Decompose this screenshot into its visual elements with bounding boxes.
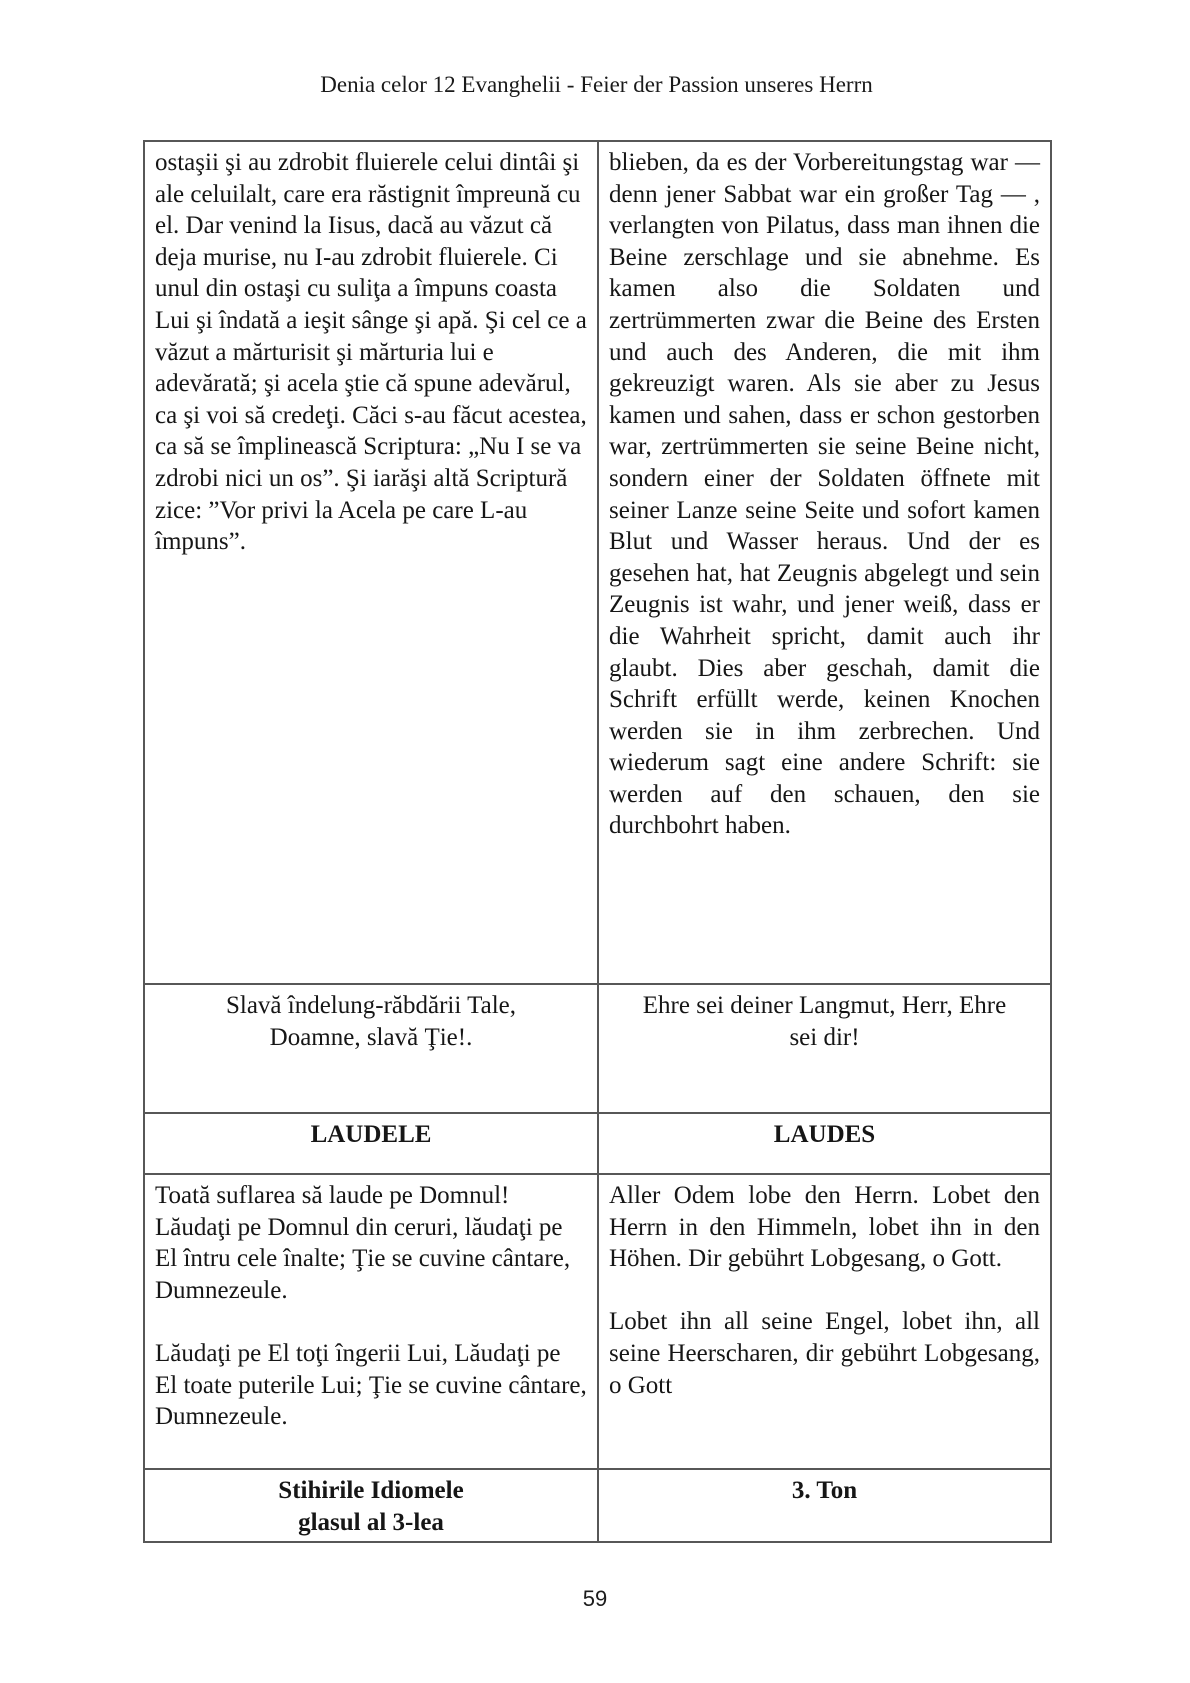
lauds-romanian-paragraph-1: Toată suflarea să laude pe Domnul! Lăudaţi pe Domnul din ceruri, lăudaţi pe El întru cele înalte; Ţie se cuvine cântare, Dumnezeule. <box>155 1182 571 1304</box>
stihiri-romanian-line-1: Stihirile Idiomele <box>278 1477 464 1504</box>
table-row-gospel <box>144 141 1051 984</box>
doxology-romanian-line-1: Slavă îndelung-răbdării Tale, <box>225 992 517 1019</box>
doxology-german-line-1: Ehre sei deiner Langmut, Herr, Ehre <box>642 992 1007 1019</box>
gospel-text-romanian: ostaşii şi au zdrobit fluierele celui dintâi şi ale celuilalt, care era răstignit împreună cu el. Dar venind la Iisus, dacă au văzut că deja murise, nu I-au zdrobit fluierele. Ci unul din ostaşi cu suliţa a împuns coasta Lui şi îndată a ieşit sânge şi apă. Şi cel ce a văzut a mărturisit şi mărturia lui e adevărată; şi acela ştie că spune adevărul, ca şi voi să credeţi. Căci s-au făcut acestea, ca să se împlinească Scriptura: „Nu I se va zdrobi nici un os”. Şi iarăşi altă Scriptură zice: ”Vor privi la Acela pe care L-au împuns”. <box>144 141 598 984</box>
stihiri-heading-romanian <box>144 1469 598 1542</box>
page-title: Denia celor 12 Evanghelii - Feier der Passion unseres Herrn <box>320 72 873 97</box>
table-row-lauds-text <box>144 1174 1051 1469</box>
page-number: 59 <box>582 1586 608 1611</box>
table-row-stihiri <box>144 1469 1051 1542</box>
lauds-text-german <box>598 1174 1051 1469</box>
lauds-heading-romanian: LAUDELE <box>144 1113 598 1174</box>
lauds-german-paragraph-2: Lobet ihn all seine Engel, lobet ihn, all seine Heerscharen, dir gebührt Lobgesang, o Gott <box>609 1308 1040 1399</box>
doxology-german-line-2: sei dir! <box>789 1023 860 1051</box>
lauds-romanian-paragraph-2: Lăudaţi pe El toţi îngerii Lui, Lăudaţi pe El toate puterile Lui; Ţie se cuvine cântare, Dumnezeule. <box>155 1339 587 1431</box>
table-row-doxology <box>144 984 1051 1113</box>
bilingual-table <box>143 140 1052 1543</box>
lauds-german-paragraph-1: Aller Odem lobe den Herrn. Lobet den Herrn in den Himmeln, lobet ihn in den Höhen. Dir gebührt Lobgesang, o Gott. <box>609 1182 1040 1273</box>
lauds-text-romanian <box>144 1174 598 1469</box>
lauds-heading-german: LAUDES <box>598 1113 1051 1174</box>
doxology-romanian <box>144 984 598 1113</box>
doxology-romanian-line-2: Doamne, slavă Ţie!. <box>269 1023 473 1051</box>
stihiri-romanian-line-2: glasul al 3-lea <box>298 1508 444 1536</box>
table-row-lauds-heading <box>144 1113 1051 1174</box>
stihiri-heading-german: 3. Ton <box>598 1469 1051 1542</box>
gospel-text-german: blieben, da es der Vorbereitungstag war — denn jener Sabbat war ein großer Tag — , verlangten von Pilatus, dass man ihnen die Beine zerschlage und sie abnehme. Es kamen also die Soldaten und zertrümmerten zwar die Beine des Ersten und auch des Anderen, die mit ihm gekreuzigt waren. Als sie aber zu Jesus kamen und sahen, dass er schon gestorben war, zertrümmerten sie seine Beine nicht, sondern einer der Soldaten öffnete mit seiner Lanze seine Seite und sofort kamen Blut und Wasser heraus. Und der es gesehen hat, hat Zeugnis abgelegt und sein Zeugnis ist wahr, und jener weiß, dass er die Wahrheit spricht, damit auch ihr glaubt. Dies aber geschah, damit die Schrift erfüllt werde, keinen Knochen werden sie in ihm zerbrechen. Und wiederum sagt eine andere Schrift: sie werden auf den schauen, den sie durchbohrt haben. <box>598 141 1051 984</box>
doxology-german <box>598 984 1051 1113</box>
